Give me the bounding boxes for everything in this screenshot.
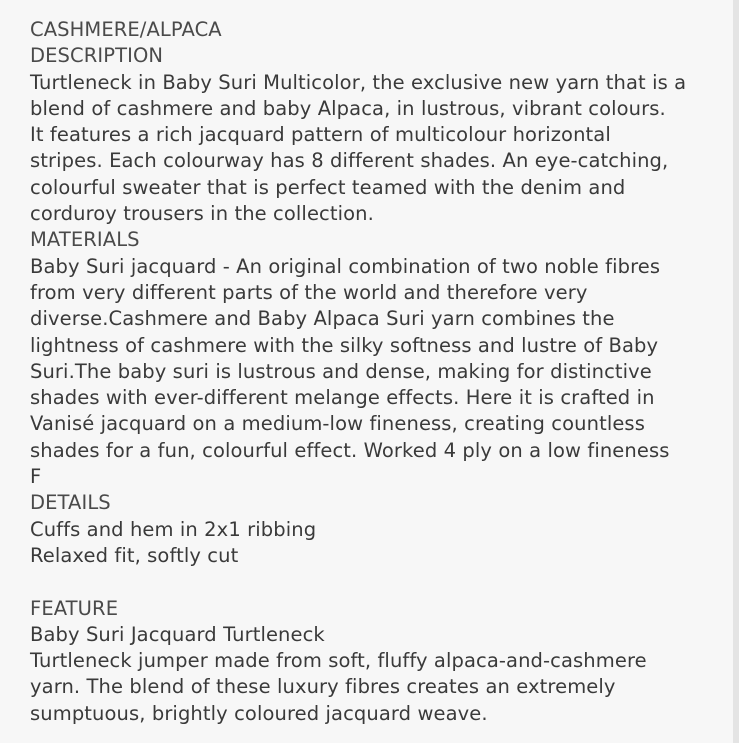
description-heading: DESCRIPTION — [30, 44, 164, 68]
description-line: corduroy trousers in the collection. — [30, 202, 374, 226]
feature-subheading: Baby Suri Jacquard Turtleneck — [30, 622, 325, 646]
materials-line: from very different parts of the world and therefore very — [30, 280, 588, 304]
paragraph-spacer — [30, 569, 720, 595]
description-line: blend of cashmere and baby Alpaca, in lustrous, vibrant colours. — [30, 96, 666, 120]
materials-line: shades for a fun, colourful effect. Worked 4 ply on a low fineness — [30, 438, 670, 462]
feature-line: Turtleneck jumper made from soft, fluffy alpaca-and-cashmere — [30, 649, 647, 673]
materials-line: Vanisé jacquard on a medium-low fineness, creating countless — [30, 412, 645, 436]
feature-heading: FEATURE — [30, 596, 119, 620]
feature-line: yarn. The blend of these luxury fibres creates an extremely — [30, 675, 616, 699]
description-line: Turtleneck in Baby Suri Multicolor, the exclusive new yarn that is a — [30, 70, 687, 94]
materials-line: F — [30, 465, 42, 489]
feature-line: sumptuous, brightly coloured jacquard weave. — [30, 701, 488, 725]
details-line: Cuffs and hem in 2x1 ribbing — [30, 517, 317, 541]
details-heading: DETAILS — [30, 491, 111, 515]
description-line: It features a rich jacquard pattern of multicolour horizontal — [30, 123, 611, 147]
details-line: Relaxed fit, softly cut — [30, 543, 239, 567]
description-line: stripes. Each colourway has 8 different shades. An eye-catching, — [30, 149, 669, 173]
description-line: colourful sweater that is perfect teamed with the denim and — [30, 175, 626, 199]
materials-line: lightness of cashmere with the silky softness and lustre of Baby — [30, 333, 659, 357]
materials-line: diverse.Cashmere and Baby Alpaca Suri yarn combines the — [30, 307, 615, 331]
materials-line: Suri.The baby suri is lustrous and dense, making for distinctive — [30, 359, 652, 383]
materials-heading: MATERIALS — [30, 228, 140, 252]
materials-line: shades with ever-different melange effects. Here it is crafted in — [30, 386, 655, 410]
product-title: CASHMERE/ALPACA — [30, 18, 222, 41]
product-description-text — [30, 17, 720, 727]
materials-line: Baby Suri jacquard - An original combination of two noble fibres — [30, 254, 661, 278]
